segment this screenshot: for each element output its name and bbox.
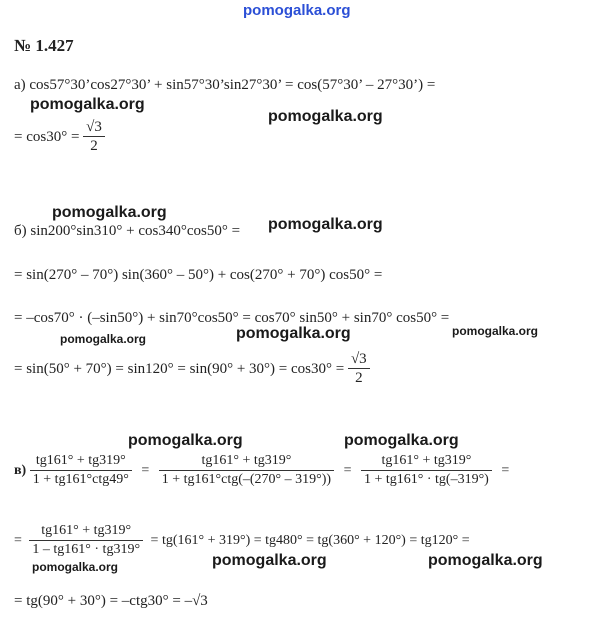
fraction-numerator: tg161° + tg319° [361,452,492,471]
part-b-line-3: = –cos70° · (–sin50°) + sin70°cos50° = cos70° sin50° + sin70° cos50° = [14,310,450,326]
part-a-line-2-prefix: = cos30° = [14,128,80,145]
part-c-fraction-1 [30,452,132,489]
watermark: pomogalka.org [60,332,147,346]
part-b-line-4 [14,350,370,387]
fraction-numerator: tg161° + tg319° [29,522,143,541]
part-a-line-2 [14,118,105,155]
part-a-line-1: а) cos57°30’cos27°30’ + sin57°30’sin27°30’ = cos(57°30’ – 27°30’) = [14,77,436,93]
part-c-fraction-3 [361,452,492,489]
watermark: pomogalka.org [268,216,383,233]
part-b-line-1: б) sin200°sin310° + cos340°cos50° = [14,223,241,239]
part-c-fraction-2 [159,452,334,489]
fraction-numerator: √3 [83,118,105,137]
watermark: pomogalka.org [212,552,327,569]
part-c-line-2-rest: = tg(161° + 319°) = tg480° = tg(360° + 120°) = tg120° = [150,532,470,548]
watermark: pomogalka.org [128,432,243,449]
watermark: pomogalka.org [428,552,543,569]
fraction-numerator: tg161° + tg319° [159,452,334,471]
part-b-fraction [348,350,370,387]
watermark: pomogalka.org [344,432,459,449]
equals-sign: = [343,462,352,478]
fraction-numerator: tg161° + tg319° [30,452,132,471]
watermark: pomogalka.org [32,560,119,574]
part-c-line-1 [14,452,509,489]
equals-sign: = [501,462,510,478]
equals-sign: = [141,462,150,478]
part-b-line-2: = sin(270° – 70°) sin(360° – 50°) + cos(270° + 70°) cos50° = [14,267,383,283]
fraction-denominator: 1 – tg161° · tg319° [32,542,141,557]
fraction-numerator: √3 [348,350,370,369]
watermark: pomogalka.org [52,204,167,221]
watermark: pomogalka.org [268,108,383,125]
fraction-denominator: 2 [355,370,363,386]
part-c-fraction-4 [29,522,143,559]
part-a-fraction [83,118,105,155]
watermark: pomogalka.org [236,325,351,342]
part-c-label: в) [14,462,27,478]
part-c-line-2-prefix: = [14,532,22,548]
fraction-denominator: 1 + tg161°ctg(–(270° – 319°)) [161,472,332,487]
watermark-top: pomogalka.org [243,2,351,19]
part-b-line-4-prefix: = sin(50° + 70°) = sin120° = sin(90° + 30°) = cos30° = [14,360,345,377]
watermark: pomogalka.org [30,96,145,113]
fraction-denominator: 2 [90,138,98,154]
part-c-line-3: = tg(90° + 30°) = –ctg30° = –√3 [14,593,208,609]
fraction-denominator: 1 + tg161°ctg49° [32,472,129,487]
problem-number: № 1.427 [14,36,74,55]
fraction-denominator: 1 + tg161° · tg(–319°) [363,472,489,487]
watermark: pomogalka.org [452,324,539,338]
